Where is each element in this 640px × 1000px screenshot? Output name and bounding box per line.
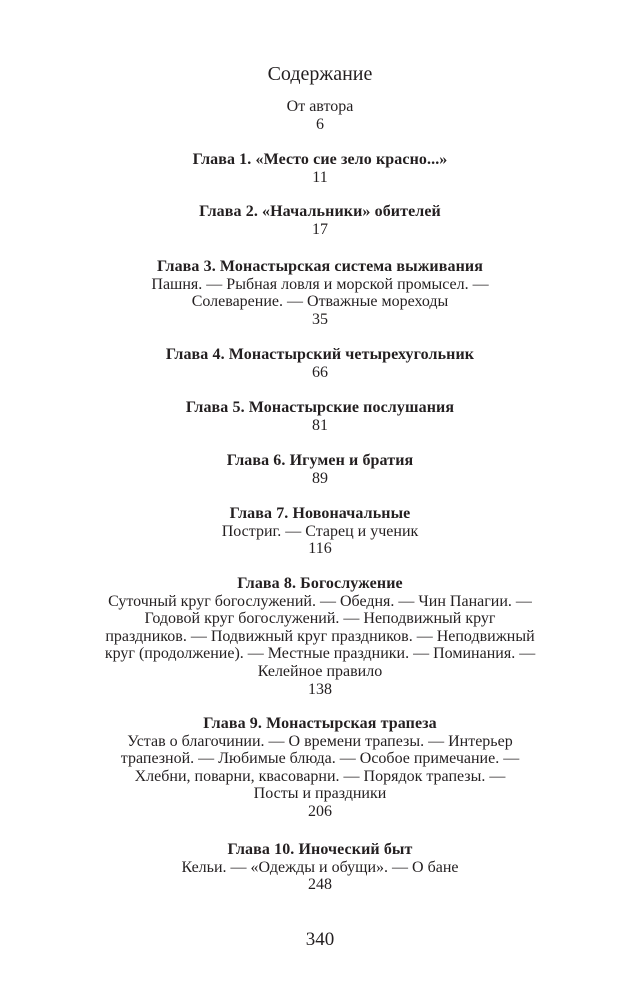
- entry-page-number: 248: [308, 876, 332, 894]
- entry-subsections: Суточный круг богослужений. — Обедня. — Чин Панагии. —: [108, 592, 532, 610]
- entry-page-number: 66: [312, 363, 328, 381]
- entry-page-number: 116: [308, 540, 332, 558]
- toc-entry: [0, 399, 640, 434]
- toc-entry: [0, 258, 640, 328]
- entry-title: Глава 2. «Начальники» обителей: [199, 203, 441, 220]
- entry-page-number: 138: [308, 680, 332, 698]
- entry-title: Глава 5. Монастырские послушания: [185, 399, 455, 416]
- toc-entry: [0, 575, 640, 698]
- toc-entry: [0, 151, 640, 186]
- entry-subsections: Солеварение. — Отважные мореходы: [191, 293, 449, 311]
- toc-entry: [0, 98, 640, 133]
- toc-entry: [0, 452, 640, 487]
- entry-title: Глава 6. Игумен и братия: [226, 452, 414, 469]
- entry-title: Глава 4. Монастырский четырехугольник: [165, 346, 475, 363]
- entry-page-number: 6: [316, 115, 324, 133]
- page-number: 340: [305, 929, 335, 950]
- entry-subsections: Кельи. — «Одежды и обущи». — О бане: [181, 858, 459, 876]
- toc-entry: [0, 715, 640, 821]
- entry-subsections: трапезной. — Любимые блюда. — Особое примечание. —: [120, 750, 520, 768]
- toc-heading: Содержание: [267, 63, 373, 85]
- entry-title: Глава 9. Монастырская трапеза: [203, 715, 437, 732]
- entry-title: Глава 10. Иноческий быт: [227, 841, 413, 858]
- entry-page-number: 81: [312, 416, 328, 434]
- entry-page-number: 206: [308, 802, 332, 820]
- entry-subsections: Келейное правило: [257, 662, 383, 680]
- entry-title: Глава 1. «Место сие зело красно...»: [192, 151, 448, 168]
- entry-subsections: Посты и праздники: [253, 785, 387, 803]
- toc-entry: [0, 203, 640, 238]
- toc-entry: [0, 841, 640, 894]
- entry-subsections: праздников. — Подвижный круг праздников. — Неподвижный: [105, 627, 535, 645]
- entry-page-number: 17: [312, 220, 328, 238]
- entry-subsections: Постриг. — Старец и ученик: [221, 522, 419, 540]
- entry-subsections: Устав о благочинии. — О времени трапезы. — Интерьер: [127, 732, 513, 750]
- entry-title: Глава 3. Монастырская система выживания: [157, 258, 483, 275]
- entry-title: От автора: [286, 98, 354, 115]
- toc-entry: [0, 346, 640, 381]
- toc-entry: [0, 505, 640, 558]
- entry-subsections: Хлебни, поварни, квасоварни. — Порядок трапезы. —: [134, 767, 506, 785]
- entry-subsections: Пашня. — Рыбная ловля и морской промысел. —: [151, 275, 489, 293]
- entry-page-number: 11: [312, 168, 328, 186]
- entry-page-number: 35: [312, 310, 328, 328]
- entry-subsections: Годовой круг богослужений. — Неподвижный круг: [144, 610, 496, 628]
- entry-title: Глава 7. Новоначальные: [229, 505, 411, 522]
- entry-subsections: круг (продолжение). — Местные праздники. — Поминания. —: [104, 645, 536, 663]
- entry-title: Глава 8. Богослужение: [237, 575, 403, 592]
- entry-page-number: 89: [312, 469, 328, 487]
